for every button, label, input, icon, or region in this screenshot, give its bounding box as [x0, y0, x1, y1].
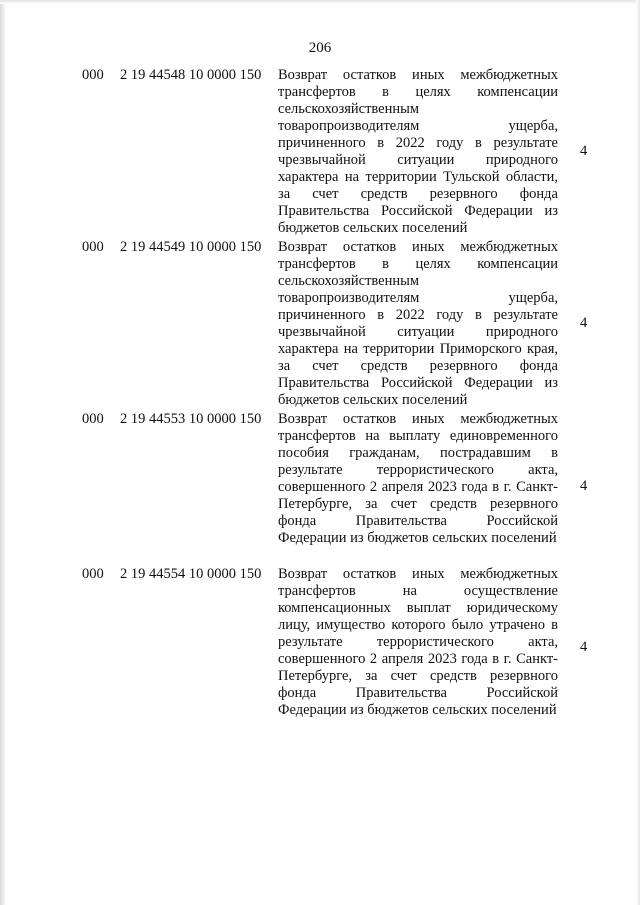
norm-code: 4 — [580, 143, 588, 159]
page-number: 206 — [308, 40, 332, 56]
scan-edge-top — [0, 0, 640, 4]
admin-code: 000 — [82, 566, 104, 582]
budget-classification-code: 2 19 44553 10 0000 150 — [120, 411, 262, 427]
budget-classification-code: 2 19 44548 10 0000 150 — [120, 67, 262, 83]
scan-edge-left — [0, 0, 6, 905]
income-description: Возврат остатков иных межбюджетных трансфертов в целях компенсации сельскохозяйственным товаропроизводителям ущерба, причиненного в 2022 году в результате чрезвычайной ситуации природного характера на территории Тульской области, за счет средств резервного фонда Правительства Российской Федерации из бюджетов сельских поселений — [278, 67, 558, 236]
norm-code: 4 — [580, 478, 588, 494]
income-description: Возврат остатков иных межбюджетных трансфертов в целях компенсации сельскохозяйственным товаропроизводителям ущерба, причиненного в 2022 году в результате чрезвычайной ситуации природного характера на территории Приморского края, за счет средств резервного фонда Правительства Российской Федерации из бюджетов сельских поселений — [278, 239, 558, 408]
income-description: Возврат остатков иных межбюджетных трансфертов на осуществление компенсационных выплат юридическому лицу, имущество которого было утрачено в результате террористического акта, совершенного 2 апреля 2023 года в г. Санкт-Петербурге, за счет средств резервного фонда Правительства Российской Федерации из бюджетов сельских поселений — [278, 566, 558, 718]
budget-classification-code: 2 19 44554 10 0000 150 — [120, 566, 262, 582]
admin-code: 000 — [82, 239, 104, 255]
admin-code: 000 — [82, 411, 104, 427]
admin-code: 000 — [82, 67, 104, 83]
scan-edge-right — [636, 0, 640, 905]
budget-classification-code: 2 19 44549 10 0000 150 — [120, 239, 262, 255]
norm-code: 4 — [580, 639, 588, 655]
income-description: Возврат остатков иных межбюджетных трансфертов на выплату единовременного пособия гражданам, пострадавшим в результате террористического акта, совершенного 2 апреля 2023 года в г. Санкт-Петербурге, за счет средств резервного фонда Правительства Российской Федерации из бюджетов сельских поселений — [278, 411, 558, 546]
norm-code: 4 — [580, 315, 588, 331]
